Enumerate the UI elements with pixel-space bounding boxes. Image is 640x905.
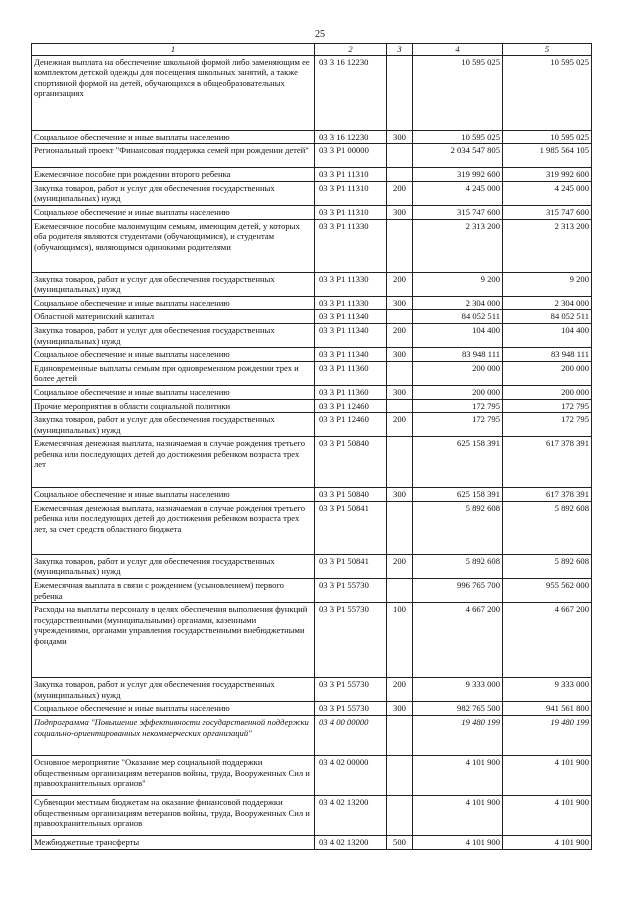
row-amount-1: 4 101 900 (413, 796, 503, 836)
row-name: Социальное обеспечение и иные выплаты населению (32, 488, 315, 502)
row-code: 03 3 P1 11360 (315, 385, 387, 399)
row-name: Закупка товаров, работ и услуг для обеспечения государственных (муниципальных) нужд (32, 413, 315, 437)
row-amount-1: 84 052 511 (413, 310, 503, 324)
row-expense-type: 200 (387, 413, 413, 437)
row-code: 03 3 P1 11330 (315, 296, 387, 310)
row-code: 03 3 P1 55730 (315, 603, 387, 678)
row-name: Ежемесячное пособие при рождении второго ребенка (32, 168, 315, 182)
row-expense-type: 200 (387, 554, 413, 578)
row-amount-1: 10 595 025 (413, 55, 503, 130)
table-row (32, 272, 592, 296)
row-name: Социальное обеспечение и иные выплаты населению (32, 385, 315, 399)
row-expense-type (387, 399, 413, 413)
row-amount-1: 104 400 (413, 323, 503, 347)
row-amount-2: 315 747 600 (503, 205, 592, 219)
row-amount-2: 319 992 600 (503, 168, 592, 182)
table-row (32, 385, 592, 399)
row-code: 03 3 P1 12460 (315, 413, 387, 437)
row-expense-type: 300 (387, 296, 413, 310)
row-code: 03 3 P1 55730 (315, 702, 387, 716)
row-amount-1: 172 795 (413, 399, 503, 413)
row-expense-type: 200 (387, 181, 413, 205)
row-amount-2: 955 562 000 (503, 579, 592, 603)
row-code: 03 3 P1 11310 (315, 168, 387, 182)
row-amount-1: 996 765 700 (413, 579, 503, 603)
table-row (32, 756, 592, 796)
table-row (32, 205, 592, 219)
row-amount-1: 4 101 900 (413, 756, 503, 796)
row-amount-2: 84 052 511 (503, 310, 592, 324)
row-expense-type (387, 310, 413, 324)
row-name: Социальное обеспечение и иные выплаты населению (32, 296, 315, 310)
row-code: 03 3 P1 00000 (315, 144, 387, 168)
row-amount-2: 19 480 199 (503, 716, 592, 756)
row-amount-2: 4 101 900 (503, 836, 592, 850)
row-code: 03 3 P1 11360 (315, 361, 387, 385)
row-code: 03 4 02 13200 (315, 836, 387, 850)
row-expense-type: 200 (387, 323, 413, 347)
row-amount-1: 200 000 (413, 385, 503, 399)
row-amount-1: 5 892 608 (413, 554, 503, 578)
row-amount-2: 200 000 (503, 361, 592, 385)
row-name: Закупка товаров, работ и услуг для обеспечения государственных (муниципальных) нужд (32, 678, 315, 702)
row-amount-2: 10 595 025 (503, 130, 592, 144)
table-row (32, 678, 592, 702)
row-code: 03 3 P1 50841 (315, 501, 387, 554)
row-name: Закупка товаров, работ и услуг для обеспечения государственных (муниципальных) нужд (32, 272, 315, 296)
row-expense-type (387, 144, 413, 168)
row-amount-2: 9 200 (503, 272, 592, 296)
table-row (32, 310, 592, 324)
row-amount-1: 4 245 000 (413, 181, 503, 205)
table-row (32, 413, 592, 437)
row-amount-1: 2 034 547 805 (413, 144, 503, 168)
table-row (32, 399, 592, 413)
row-amount-2: 4 101 900 (503, 796, 592, 836)
row-amount-1: 982 765 500 (413, 702, 503, 716)
table-row (32, 488, 592, 502)
row-expense-type (387, 716, 413, 756)
row-code: 03 3 P1 55730 (315, 678, 387, 702)
row-name: Основное мероприятие "Оказание мер социальной поддержки общественным организациям ветеранов войны, труда, Вооруженных Сил и правоохранительных органов" (32, 756, 315, 796)
row-amount-2: 2 313 200 (503, 219, 592, 272)
row-expense-type: 100 (387, 603, 413, 678)
row-code: 03 4 02 13200 (315, 796, 387, 836)
row-expense-type: 300 (387, 488, 413, 502)
row-name: Денежная выплата на обеспечение школьной формой либо заменяющим ее комплектом детской одежды для посещения школьных занятий, а также спортивной формой на детей, обучающихся в общеобразовательных организациях (32, 55, 315, 130)
row-code: 03 3 P1 11340 (315, 348, 387, 362)
table-row (32, 603, 592, 678)
row-amount-1: 625 158 391 (413, 437, 503, 488)
row-name: Расходы на выплаты персоналу в целях обеспечения выполнения функций государственными (муниципальными) органами, казенными учреждениями, органами управления государственными внебюджетными фондами (32, 603, 315, 678)
row-expense-type: 300 (387, 130, 413, 144)
row-code: 03 3 P1 50840 (315, 437, 387, 488)
row-amount-2: 172 795 (503, 399, 592, 413)
row-expense-type (387, 361, 413, 385)
row-expense-type (387, 579, 413, 603)
row-name: Закупка товаров, работ и услуг для обеспечения государственных (муниципальных) нужд (32, 323, 315, 347)
row-code: 03 4 02 00000 (315, 756, 387, 796)
row-amount-1: 319 992 600 (413, 168, 503, 182)
row-expense-type (387, 219, 413, 272)
row-amount-1: 625 158 391 (413, 488, 503, 502)
table-row (32, 296, 592, 310)
row-code: 03 3 P1 12460 (315, 399, 387, 413)
row-code: 03 3 16 12230 (315, 130, 387, 144)
row-expense-type: 200 (387, 272, 413, 296)
row-expense-type (387, 756, 413, 796)
row-amount-1: 5 892 608 (413, 501, 503, 554)
row-amount-2: 172 795 (503, 413, 592, 437)
row-amount-2: 9 333 000 (503, 678, 592, 702)
row-name: Социальное обеспечение и иные выплаты населению (32, 348, 315, 362)
header-col-4: 4 (413, 44, 503, 56)
row-code: 03 3 P1 50840 (315, 488, 387, 502)
table-row (32, 501, 592, 554)
header-col-5: 5 (503, 44, 592, 56)
table-row (32, 437, 592, 488)
table-row (32, 55, 592, 130)
header-row (32, 44, 592, 56)
row-name: Региональный проект "Финансовая поддержка семей при рождении детей" (32, 144, 315, 168)
row-code: 03 3 P1 11340 (315, 310, 387, 324)
row-amount-2: 4 101 900 (503, 756, 592, 796)
row-amount-2: 941 561 800 (503, 702, 592, 716)
table-row (32, 361, 592, 385)
row-amount-2: 200 000 (503, 385, 592, 399)
row-name: Закупка товаров, работ и услуг для обеспечения государственных (муниципальных) нужд (32, 554, 315, 578)
row-amount-1: 4 101 900 (413, 836, 503, 850)
row-name: Межбюджетные трансферты (32, 836, 315, 850)
row-name: Ежемесячная денежная выплата, назначаемая в случае рождения третьего ребенка или последующих детей до достижения ребенком возраста трех лет (32, 437, 315, 488)
row-amount-1: 2 304 000 (413, 296, 503, 310)
table-row (32, 144, 592, 168)
table-row (32, 181, 592, 205)
row-expense-type (387, 55, 413, 130)
row-amount-2: 104 400 (503, 323, 592, 347)
table-row (32, 716, 592, 756)
row-amount-1: 4 667 200 (413, 603, 503, 678)
row-code: 03 3 P1 11310 (315, 181, 387, 205)
row-expense-type: 500 (387, 836, 413, 850)
row-expense-type (387, 168, 413, 182)
row-amount-1: 19 480 199 (413, 716, 503, 756)
row-expense-type: 300 (387, 205, 413, 219)
row-name: Подпрограмма "Повышение эффективности государственной поддержки социально-ориентированных некоммерческих организаций" (32, 716, 315, 756)
row-code: 03 3 P1 11340 (315, 323, 387, 347)
table-body (32, 55, 592, 849)
row-expense-type: 300 (387, 348, 413, 362)
row-amount-1: 315 747 600 (413, 205, 503, 219)
row-amount-2: 4 245 000 (503, 181, 592, 205)
row-name: Прочие мероприятия в области социальной политики (32, 399, 315, 413)
budget-table (31, 43, 592, 850)
row-code: 03 3 P1 11310 (315, 205, 387, 219)
header-col-1: 1 (32, 44, 315, 56)
row-amount-1: 172 795 (413, 413, 503, 437)
row-name: Закупка товаров, работ и услуг для обеспечения государственных (муниципальных) нужд (32, 181, 315, 205)
header-col-3: 3 (387, 44, 413, 56)
row-name: Социальное обеспечение и иные выплаты населению (32, 130, 315, 144)
row-amount-2: 83 948 111 (503, 348, 592, 362)
table-row (32, 130, 592, 144)
table-row (32, 554, 592, 578)
row-name: Областной материнский капитал (32, 310, 315, 324)
row-name: Социальное обеспечение и иные выплаты населению (32, 205, 315, 219)
row-amount-2: 10 595 025 (503, 55, 592, 130)
row-amount-1: 2 313 200 (413, 219, 503, 272)
table-row (32, 323, 592, 347)
row-amount-2: 617 378 391 (503, 437, 592, 488)
row-name: Единовременные выплаты семьям при одновременном рождении трех и более детей (32, 361, 315, 385)
row-amount-2: 617 378 391 (503, 488, 592, 502)
table-row (32, 348, 592, 362)
row-code: 03 3 P1 11330 (315, 219, 387, 272)
table-row (32, 219, 592, 272)
row-amount-1: 9 333 000 (413, 678, 503, 702)
row-amount-1: 10 595 025 (413, 130, 503, 144)
table-row (32, 796, 592, 836)
row-code: 03 3 P1 55730 (315, 579, 387, 603)
row-amount-2: 2 304 000 (503, 296, 592, 310)
row-expense-type: 200 (387, 678, 413, 702)
row-code: 03 3 16 12230 (315, 55, 387, 130)
row-code: 03 4 00 00000 (315, 716, 387, 756)
row-name: Социальное обеспечение и иные выплаты населению (32, 702, 315, 716)
row-expense-type (387, 437, 413, 488)
row-expense-type: 300 (387, 702, 413, 716)
row-name: Ежемесячное пособие малоимущим семьям, имеющим детей, у которых оба родителя являются студентами (обучающимися), и студентам (обучающимся), являющимся одинокими родителями (32, 219, 315, 272)
row-expense-type: 300 (387, 385, 413, 399)
row-name: Ежемесячная денежная выплата, назначаемая в случае рождения третьего ребенка или последующих детей до достижения ребенком возраста трех лет, за счет средств областного бюджета (32, 501, 315, 554)
row-amount-2: 5 892 608 (503, 501, 592, 554)
table-row (32, 836, 592, 850)
row-code: 03 3 P1 50841 (315, 554, 387, 578)
row-expense-type (387, 501, 413, 554)
table-row (32, 702, 592, 716)
row-expense-type (387, 796, 413, 836)
header-col-2: 2 (315, 44, 387, 56)
row-name: Субвенции местным бюджетам на оказание финансовой поддержки общественным организациям ветеранов войны, труда, Вооруженных Сил и правоохранительных органов (32, 796, 315, 836)
page-number: 25 (315, 29, 325, 40)
row-amount-1: 9 200 (413, 272, 503, 296)
table-row (32, 168, 592, 182)
row-amount-2: 1 985 564 105 (503, 144, 592, 168)
row-amount-2: 4 667 200 (503, 603, 592, 678)
row-name: Ежемесячная выплата в связи с рождением (усыновлением) первого ребенка (32, 579, 315, 603)
row-amount-1: 83 948 111 (413, 348, 503, 362)
table-row (32, 579, 592, 603)
row-amount-2: 5 892 608 (503, 554, 592, 578)
row-amount-1: 200 000 (413, 361, 503, 385)
row-code: 03 3 P1 11330 (315, 272, 387, 296)
